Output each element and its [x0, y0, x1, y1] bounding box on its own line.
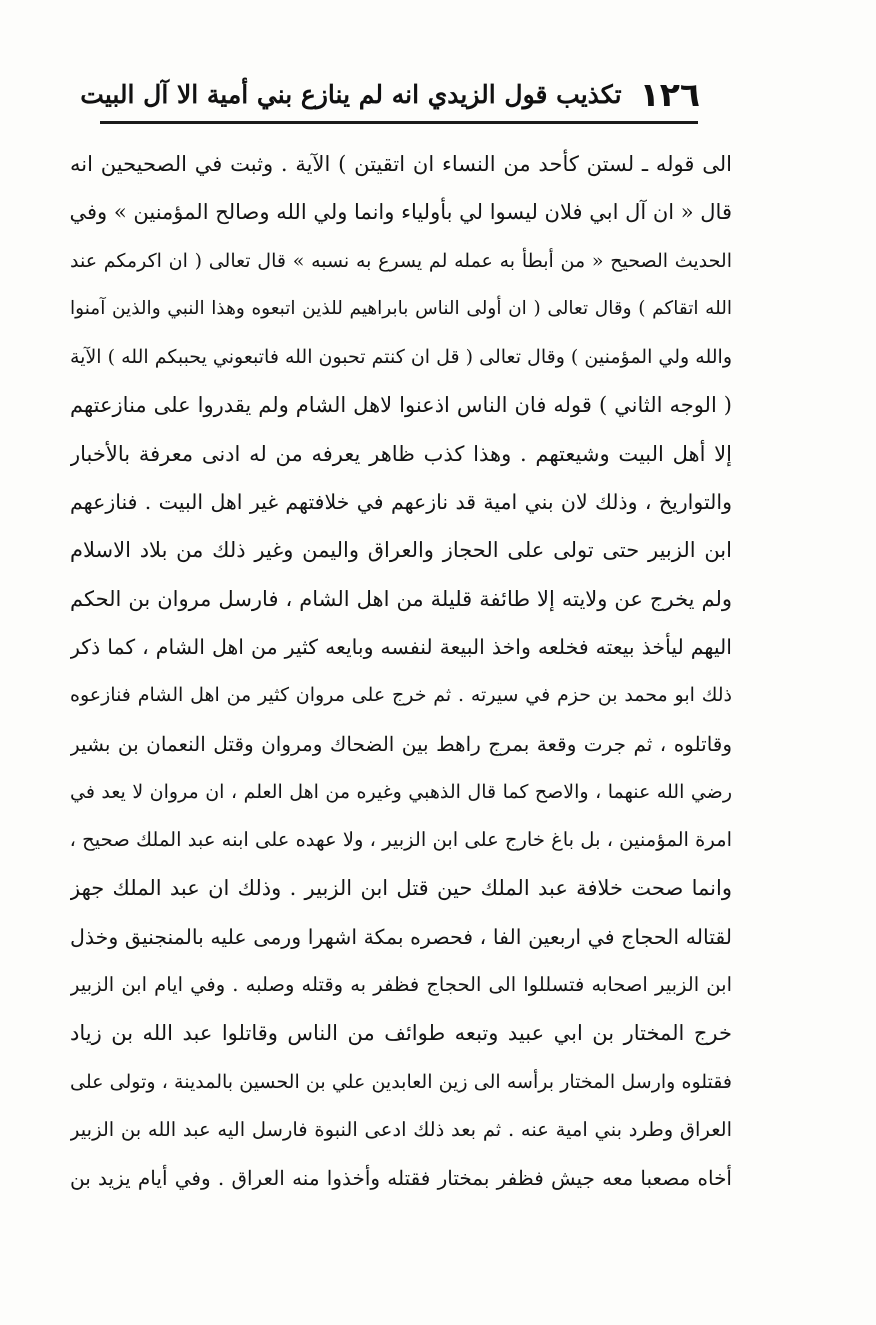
- text-line: خرج المختار بن ابي عبيد وتبعه طوائف من الناس وقاتلوا عبد الله بن زياد: [70, 1021, 732, 1046]
- text-line: امرة المؤمنين ، بل باغ خارج على ابن الزبير ، ولا عهده على ابنه عبد الملك صحيح ،: [70, 828, 732, 852]
- text-line: ابن الزبير اصحابه فتسللوا الى الحجاج فظفر به وقتله وصلبه . وفي ايام ابن الزبير: [70, 973, 732, 997]
- text-line: اليهم ليأخذ بيعته فخلعه واخذ البيعة لنفسه وبايعه كثير من اهل الشام ، كما ذكر: [70, 634, 732, 659]
- text-line: رضي الله عنهما ، والاصح كما قال الذهبي وغيره من اهل العلم ، ان مروان لا يعد في: [70, 780, 732, 803]
- text-line: لقتاله الحجاج في اربعين الفا ، فحصره بمكة اشهرا ورمى عليه بالمنجنيق وخذل: [70, 924, 732, 949]
- text-line: الى قوله ـ لستن كأحد من النساء ان اتقيتن ) الآية . وثبت في الصحيحين انه: [70, 152, 732, 176]
- running-title: تكذيب قول الزيدي انه لم ينازع بني أمية الا آل البيت: [80, 79, 622, 109]
- text-line: الله اتقاكم ) وقال تعالى ( ان أولى الناس بابراهيم للذين اتبعوه وهذا النبي والذين آمنوا: [70, 297, 732, 319]
- text-line: وقاتلوه ، ثم جرت وقعة بمرج راهط بين الضحاك ومروان وقتل النعمان بن بشير: [70, 731, 732, 756]
- header-divider: [100, 121, 698, 124]
- page-number: ١٢٦: [639, 74, 700, 114]
- text-line: ذلك ابو محمد بن حزم في سيرته . ثم خرج على مروان كثير من اهل الشام فنازعوه: [70, 684, 732, 707]
- text-line: قال « ان آل ابي فلان ليسوا لي بأولياء وانما ولي الله وصالح المؤمنين » وفي: [70, 200, 732, 225]
- text-line: وانما صحت خلافة عبد الملك حين قتل ابن الزبير . وذلك ان عبد الملك جهز: [70, 876, 732, 901]
- text-line: إلا أهل البيت وشيعتهم . وهذا كذب ظاهر يعرفه من له ادنى معرفة بالأخبار: [70, 441, 732, 466]
- text-line: والتواريخ ، وذلك لان بني امية قد نازعهم في خلافتهم غير اهل البيت . فنازعهم: [70, 490, 732, 515]
- text-line: العراق وطرد بني امية عنه . ثم بعد ذلك ادعى النبوة فارسل اليه عبد الله بن الزبير: [70, 1117, 732, 1141]
- text-line: أخاه مصعبا معه جيش فظفر بمختار فقتله وأخذوا منه العراق . وفي أيام يزيد بن: [70, 1166, 732, 1191]
- text-line: الحديث الصحيح « من أبطأ به عمله لم يسرع به نسبه » قال تعالى ( ان اكرمكم عند: [70, 249, 732, 272]
- text-line: ولم يخرج عن ولايته إلا طائفة قليلة من اهل الشام ، فارسل مروان بن الحكم: [70, 586, 732, 611]
- text-line: ( الوجه الثاني ) قوله فان الناس اذعنوا لاهل الشام ولم يقدروا على منازعتهم: [70, 393, 732, 418]
- text-line: ابن الزبير حتى تولى على الحجاز والعراق واليمن وغير ذلك من بلاد الاسلام: [70, 538, 732, 563]
- text-line: فقتلوه وارسل المختار برأسه الى زين العابدين علي بن الحسين بالمدينة ، وتولى على: [70, 1070, 732, 1093]
- text-line: والله ولي المؤمنين ) وقال تعالى ( قل ان كنتم تحبون الله فاتبعوني يحببكم الله ) الآية: [70, 346, 732, 369]
- body-text: [70, 140, 732, 1203]
- page-header: [80, 72, 700, 116]
